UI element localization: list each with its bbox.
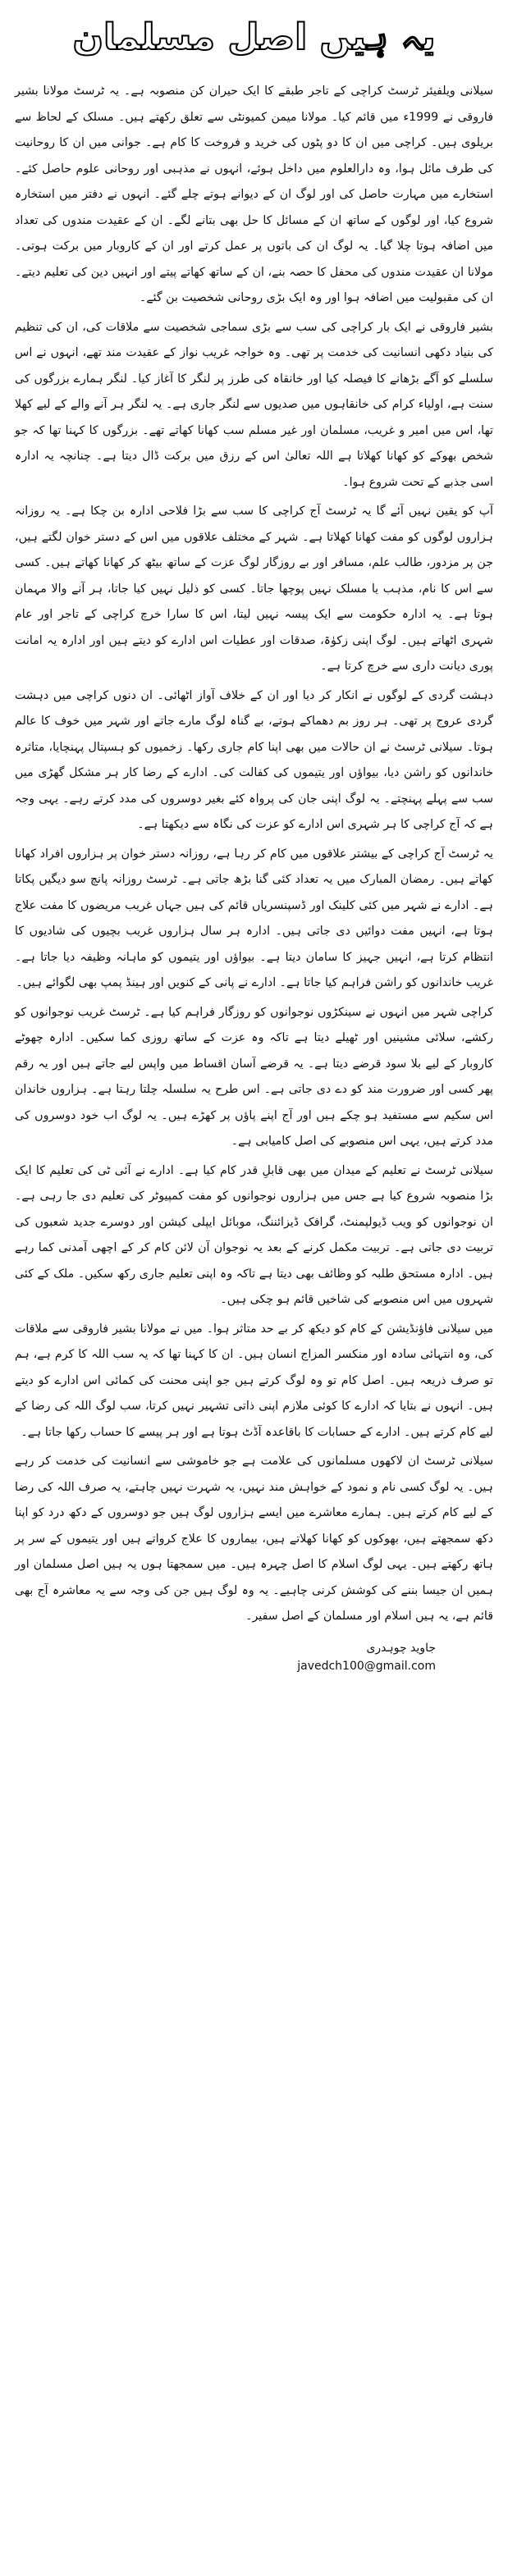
headline-banner — [15, 0, 493, 75]
article-body — [15, 79, 493, 1630]
paragraph: سیلانی ویلفیئر ٹرسٹ کراچی کے تاجر طبقے کا ایک حیران کن منصوبہ ہے۔ یہ ٹرسٹ مولانا بشیر فاروقی نے 1999ء میں قائم کیا۔ مولانا میمن کمیونٹی سے تعلق رکھتے ہیں۔ مسلک کے لحاظ سے بریلوی ہیں۔ کراچی میں ان کا دو پٹوں کی خرید و فروخت کا کام ہے۔ جوانی میں ان کا روحانیت کی طرف مائل ہوا، وہ دارالعلوم میں داخل ہوئے، انہوں نے مذہبی اور روحانی علوم حاصل کئے۔ استخارے میں مہارت حاصل کی اور لوگ ان کے دیوانے ہوتے چلے گئے۔ انہوں نے دفتر میں استخارہ شروع کیا، اور لوگوں کے ساتھ ان کے مسائل کا حل بھی بتانے لگے۔ ان کے عقیدت مندوں کی تعداد میں اضافہ ہوتا چلا گیا۔ یہ لوگ ان کی باتوں پر عمل کرتے اور ان کے کاروبار میں برکت ہوتی۔ مولانا ان عقیدت مندوں کی محفل کا حصہ بنے، ان کے ساتھ کھاتے پیتے اور انہیں دین کی تعلیم دیتے۔ ان کی مقبولیت میں اضافہ ہوا اور وہ ایک بڑی روحانی شخصیت بن گئے۔ — [15, 84, 493, 304]
author-name: جاوید چوہدری — [366, 1641, 436, 1655]
paragraph: سیلانی ٹرسٹ نے تعلیم کے میدان میں بھی قابلِ قدر کام کیا ہے۔ ادارے نے آئی ٹی کی تعلیم کا ایک بڑا منصوبہ شروع کیا ہے جس میں ہزاروں نوجوانوں کو مفت کمپیوٹر کی تعلیم دی جا رہی ہے۔ ان نوجوانوں کو ویب ڈیولپمنٹ، گرافک ڈیزائننگ، موبائل ایپلی کیشن اور دوسرے جدید شعبوں کی تربیت دی جاتی ہے۔ تربیت مکمل کرنے کے بعد یہ نوجوان آن لائن کام کر کے اچھی آمدنی کما رہے ہیں۔ ادارہ مستحق طلبہ کو وظائف بھی دیتا ہے تاکہ وہ اپنی تعلیم جاری رکھ سکیں۔ ملک کے کئی شہروں میں اس منصوبے کی شاخیں قائم ہو چکی ہیں۔ — [15, 1163, 493, 1306]
paragraph: آپ کو یقین نہیں آئے گا یہ ٹرسٹ آج کراچی کا سب سے بڑا فلاحی ادارہ بن چکا ہے۔ یہ روزانہ ہزاروں لوگوں کو مفت کھانا کھلاتا ہے۔ شہر کے مختلف علاقوں میں اس کے دستر خوان لگتے ہیں، جن پر مزدور، طالب علم، مسافر اور بے روزگار لوگ عزت کے ساتھ بیٹھ کر کھانا کھاتے ہیں۔ کسی سے اس کا نام، مذہب یا مسلک نہیں پوچھا جاتا۔ کسی کو ذلیل نہیں کیا جاتا، ہر آنے والا مہمان ہوتا ہے۔ یہ ادارہ حکومت سے ایک پیسہ نہیں لیتا، اس کا سارا خرچ کراچی کے تاجر اور عام شہری اٹھاتے ہیں۔ لوگ اپنی زکوٰۃ، صدقات اور عطیات اس ادارے کو دیتے ہیں اور ادارہ یہ امانت پوری دیانت داری سے خرچ کرتا ہے۔ — [15, 505, 493, 673]
paragraph: میں سیلانی فاؤنڈیشن کے کام کو دیکھ کر بے حد متاثر ہوا۔ میں نے مولانا بشیر فاروقی سے ملاقات کی، وہ انتہائی سادہ اور منکسر المزاج انسان ہیں۔ ان کا کہنا تھا کہ یہ سب اللہ کا کرم ہے، ہم تو صرف ذریعہ ہیں۔ اصل کام تو وہ لوگ کرتے ہیں جو اپنی محنت کی کمائی اس ادارے کو دیتے ہیں۔ انہوں نے بتایا کہ ادارے کا کوئی ملازم اپنی ذاتی تشہیر نہیں کرتا، سب لوگ اللہ کی رضا کے لیے کام کرتے ہیں۔ ادارے کے حسابات کا باقاعدہ آڈٹ ہوتا ہے اور ہر پیسے کا حساب رکھا جاتا ہے۔ — [15, 1322, 493, 1439]
paragraph: کراچی شہر میں انہوں نے سینکڑوں نوجوانوں کو روزگار فراہم کیا ہے۔ ٹرسٹ غریب نوجوانوں کو رکشے، سلائی مشینیں اور ٹھیلے دیتا ہے تاکہ وہ عزت کے ساتھ روزی کما سکیں۔ ادارہ چھوٹے کاروبار کے لیے بلا سود قرضے دیتا ہے۔ یہ قرضے آسان اقساط میں واپس لیے جاتے ہیں اور یہ رقم پھر کسی اور ضرورت مند کو دے دی جاتی ہے۔ اس طرح یہ سلسلہ چلتا رہتا ہے۔ ہزاروں خاندان اس سکیم سے مستفید ہو چکے ہیں اور آج اپنے پاؤں پر کھڑے ہیں۔ یہ لوگ اب خود دوسروں کی مدد کرتے ہیں، یہی اس منصوبے کی اصل کامیابی ہے۔ — [15, 1005, 493, 1148]
author-email[interactable]: javedch100@gmail.com — [297, 1659, 436, 1673]
article-title: یہ ہیں اصل مسلمان — [72, 16, 436, 58]
paragraph: دہشت گردی کے لوگوں نے انکار کر دیا اور ان کے خلاف آواز اٹھائی۔ ان دنوں کراچی میں دہشت گردی عروج پر تھی۔ ہر روز بم دھماکے ہوتے، بے گناہ لوگ مارے جاتے اور شہر میں خوف کا عالم ہوتا۔ سیلانی ٹرسٹ نے ان حالات میں بھی اپنا کام جاری رکھا۔ زخمیوں کو ہسپتال پہنچایا، متاثرہ خاندانوں کو راشن دیا، بیواؤں اور یتیموں کی کفالت کی۔ ادارے کے رضا کار ہر مشکل گھڑی میں سب سے پہلے پہنچتے۔ یہ لوگ اپنی جان کی پرواہ کئے بغیر دوسروں کی مدد کرتے رہے۔ یہی وجہ ہے کہ آج کراچی کا ہر شہری اس ادارے کو عزت کی نگاہ سے دیکھتا ہے۔ — [15, 688, 493, 831]
paragraph: بشیر فاروقی نے ایک بار کراچی کی سب سے بڑی سماجی شخصیت سے ملاقات کی، ان کی تنظیم کی بنیاد دکھی انسانیت کی خدمت پر تھی۔ وہ خواجہ غریب نواز کے عقیدت مند تھے، انہوں نے اس سلسلے کو آگے بڑھانے کا فیصلہ کیا اور خانقاہ کی طرز پر لنگر کا آغاز کیا۔ لنگر ہمارے بزرگوں کی سنت ہے، اولیاء کرام کی خانقاہوں میں صدیوں سے لنگر جاری ہے۔ یہ لنگر ہر آنے والے کے لیے کھلا تھا، اس میں امیر و غریب، مسلمان اور غیر مسلم سب کھانا کھاتے تھے۔ بزرگوں کا کہنا تھا کہ جو شخص بھوکے کو کھانا کھلاتا ہے اللہ تعالیٰ اس کے رزق میں برکت ڈال دیتا ہے۔ چنانچہ یہ ادارہ اسی جذبے کے تحت شروع ہوا۔ — [15, 320, 493, 489]
paragraph: سیلانی ٹرسٹ ان لاکھوں مسلمانوں کی علامت ہے جو خاموشی سے انسانیت کی خدمت کر رہے ہیں۔ یہ لوگ کسی نام و نمود کے خواہش مند نہیں، یہ شہرت نہیں چاہتے، یہ صرف اللہ کی رضا کے لیے کام کرتے ہیں۔ ہمارے معاشرے میں ایسے ہزاروں لوگ ہیں جو دوسروں کے دکھ درد کو اپنا دکھ سمجھتے ہیں، بھوکوں کو کھانا کھلاتے ہیں، بیماروں کا علاج کرواتے ہیں اور یتیموں کے سر پر ہاتھ رکھتے ہیں۔ یہی لوگ اسلام کا اصل چہرہ ہیں۔ میں سمجھتا ہوں یہ ہیں اصل مسلمان اور ہمیں ان جیسا بننے کی کوشش کرنی چاہیے۔ یہ وہ لوگ ہیں جن کی وجہ سے یہ معاشرہ آج بھی قائم ہے، یہ ہیں اسلام اور مسلمان کے اصل سفیر۔ — [15, 1455, 493, 1623]
paragraph: یہ ٹرسٹ آج کراچی کے بیشتر علاقوں میں کام کر رہا ہے، روزانہ دستر خوان پر ہزاروں افراد کھانا کھاتے ہیں۔ رمضان المبارک میں یہ تعداد کئی گنا بڑھ جاتی ہے۔ ٹرسٹ روزانہ پانچ سو دیگیں پکاتا ہے۔ ادارے نے شہر میں کئی کلینک اور ڈسپنسریاں قائم کی ہیں جہاں غریب مریضوں کا مفت علاج ہوتا ہے، انہیں مفت دوائیں دی جاتی ہیں۔ ادارہ ہر سال ہزاروں غریب بچیوں کی شادیوں کا انتظام کرتا ہے، انہیں جہیز کا سامان دیتا ہے۔ بیواؤں اور یتیموں کو ماہانہ وظیفہ دیا جاتا ہے۔ غریب خاندانوں کو راشن فراہم کیا جاتا ہے۔ ادارے نے پانی کے کنویں اور ہینڈ پمپ بھی لگوائے ہیں۔ — [15, 847, 493, 989]
